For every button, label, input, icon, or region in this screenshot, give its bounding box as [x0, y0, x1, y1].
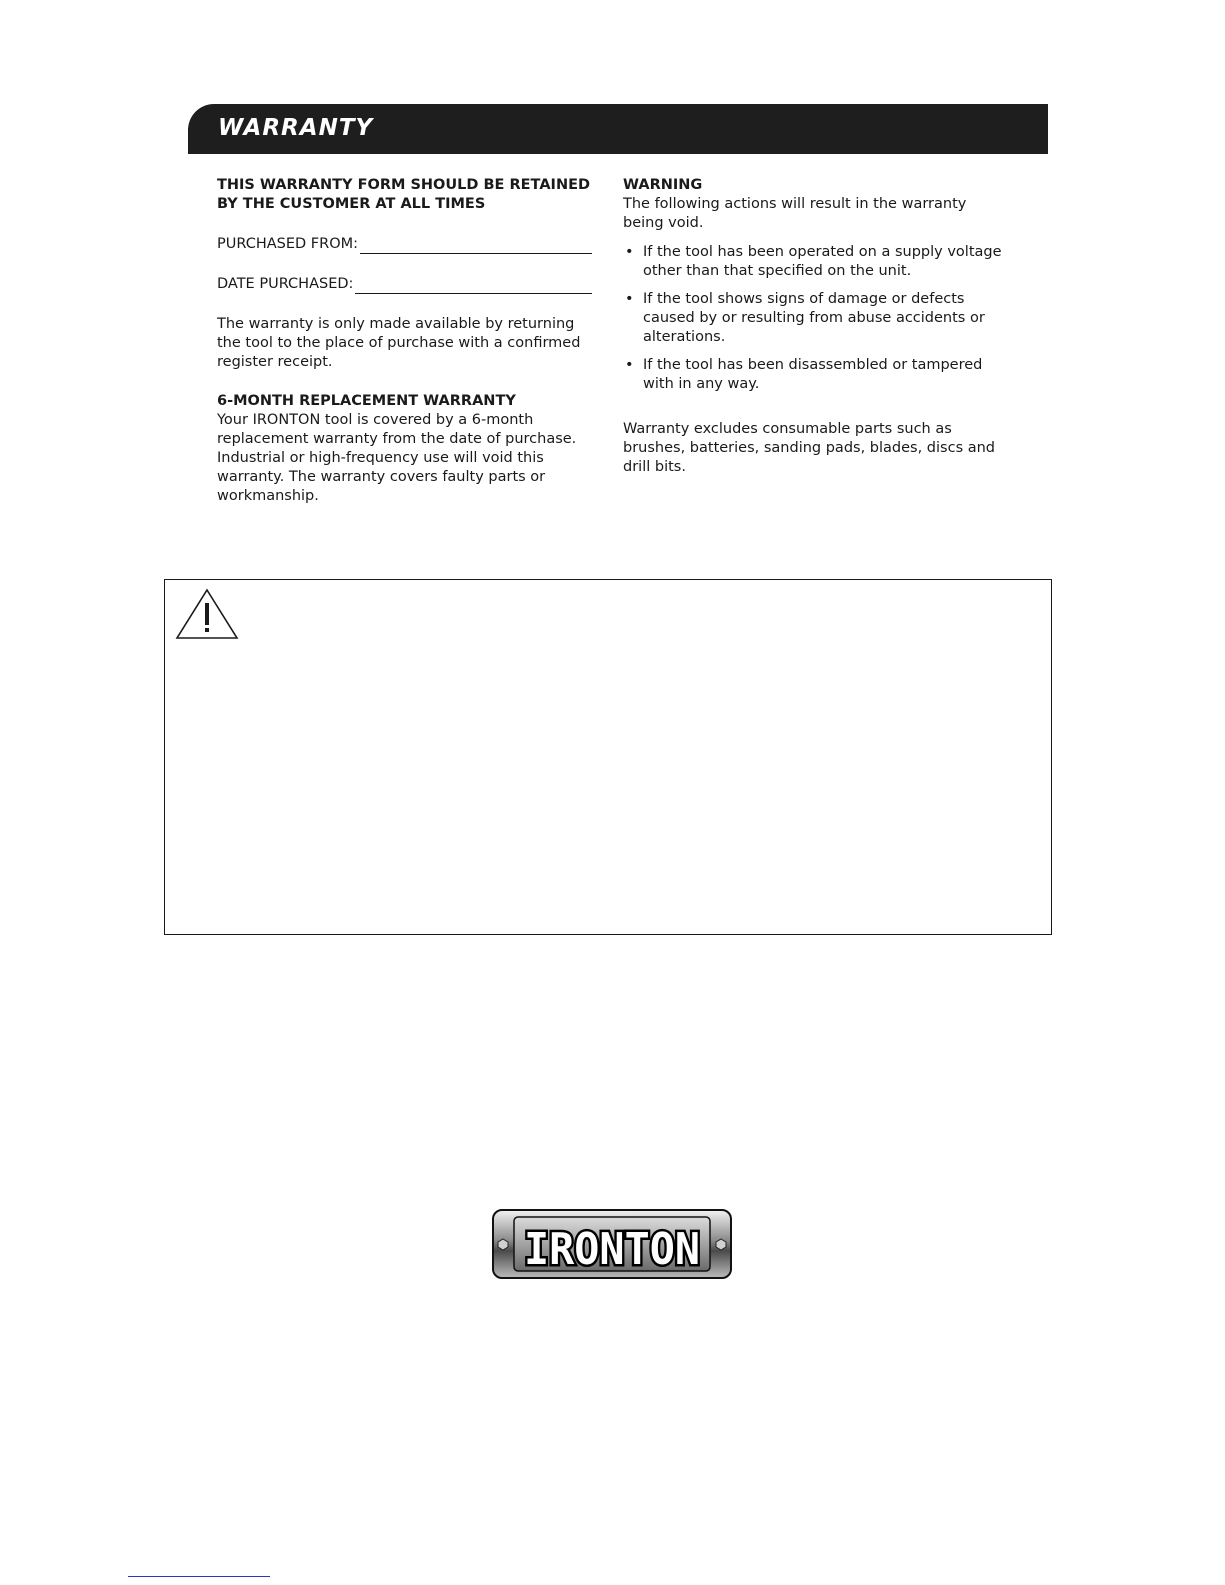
warranty-form-column: [217, 176, 592, 506]
warning-column: [623, 176, 1008, 477]
footer-link-underline[interactable]: [128, 1576, 270, 1577]
warning-triangle-icon: [175, 588, 239, 640]
retain-heading-line2: BY THE CUSTOMER AT ALL TIMES: [217, 196, 486, 212]
replacement-text: Your IRONTON tool is covered by a 6-month replacement warranty from the date of purchase. Industrial or high-frequency use will void this warranty. The warranty covers faulty parts or workmanship.: [217, 412, 577, 504]
warning-intro: The following actions will result in the warranty being void.: [623, 196, 967, 231]
purchased-from-label: PURCHASED FROM:: [217, 236, 359, 252]
warning-list: [623, 243, 1008, 394]
list-item: [623, 290, 1008, 347]
purchased-from-field: [217, 235, 592, 254]
retain-heading-line1: THIS WARRANTY FORM SHOULD BE RETAINED: [217, 177, 591, 193]
ironton-logo-graphic: [492, 1209, 732, 1279]
list-item: [623, 243, 1008, 281]
replacement-heading: 6-MONTH REPLACEMENT WARRANTY: [217, 393, 516, 409]
exclusions-text: Warranty excludes consumable parts such as brushes, batteries, sanding pads, blades, discs and drill bits.: [623, 421, 996, 475]
ironton-logo: [492, 1209, 732, 1283]
page-title: WARRANTY: [218, 115, 374, 141]
warning-item-text: If the tool shows signs of damage or defects caused by or resulting from abuse accidents or alterations.: [643, 291, 985, 345]
purchased-from-line: [360, 238, 592, 254]
bullet: •: [625, 357, 634, 373]
warning-item-text: If the tool has been operated on a supply voltage other than that specified on the unit.: [643, 244, 1002, 279]
notice-box: [164, 579, 1052, 935]
list-item: [623, 356, 1008, 394]
warning-heading: WARNING: [623, 177, 703, 193]
replacement-warranty-section: [217, 392, 592, 506]
date-purchased-label: DATE PURCHASED:: [217, 276, 354, 292]
bullet: •: [625, 244, 634, 260]
bullet: •: [625, 291, 634, 307]
availability-text: The warranty is only made available by returning the tool to the place of purchase with a confirmed register receipt.: [217, 316, 581, 370]
logo-wordmark: IRONTON: [524, 1224, 700, 1275]
date-purchased-field: [217, 275, 592, 294]
date-purchased-line: [355, 278, 592, 294]
warning-item-text: If the tool has been disassembled or tampered with in any way.: [643, 357, 983, 392]
warranty-header-bar: [188, 104, 1048, 154]
